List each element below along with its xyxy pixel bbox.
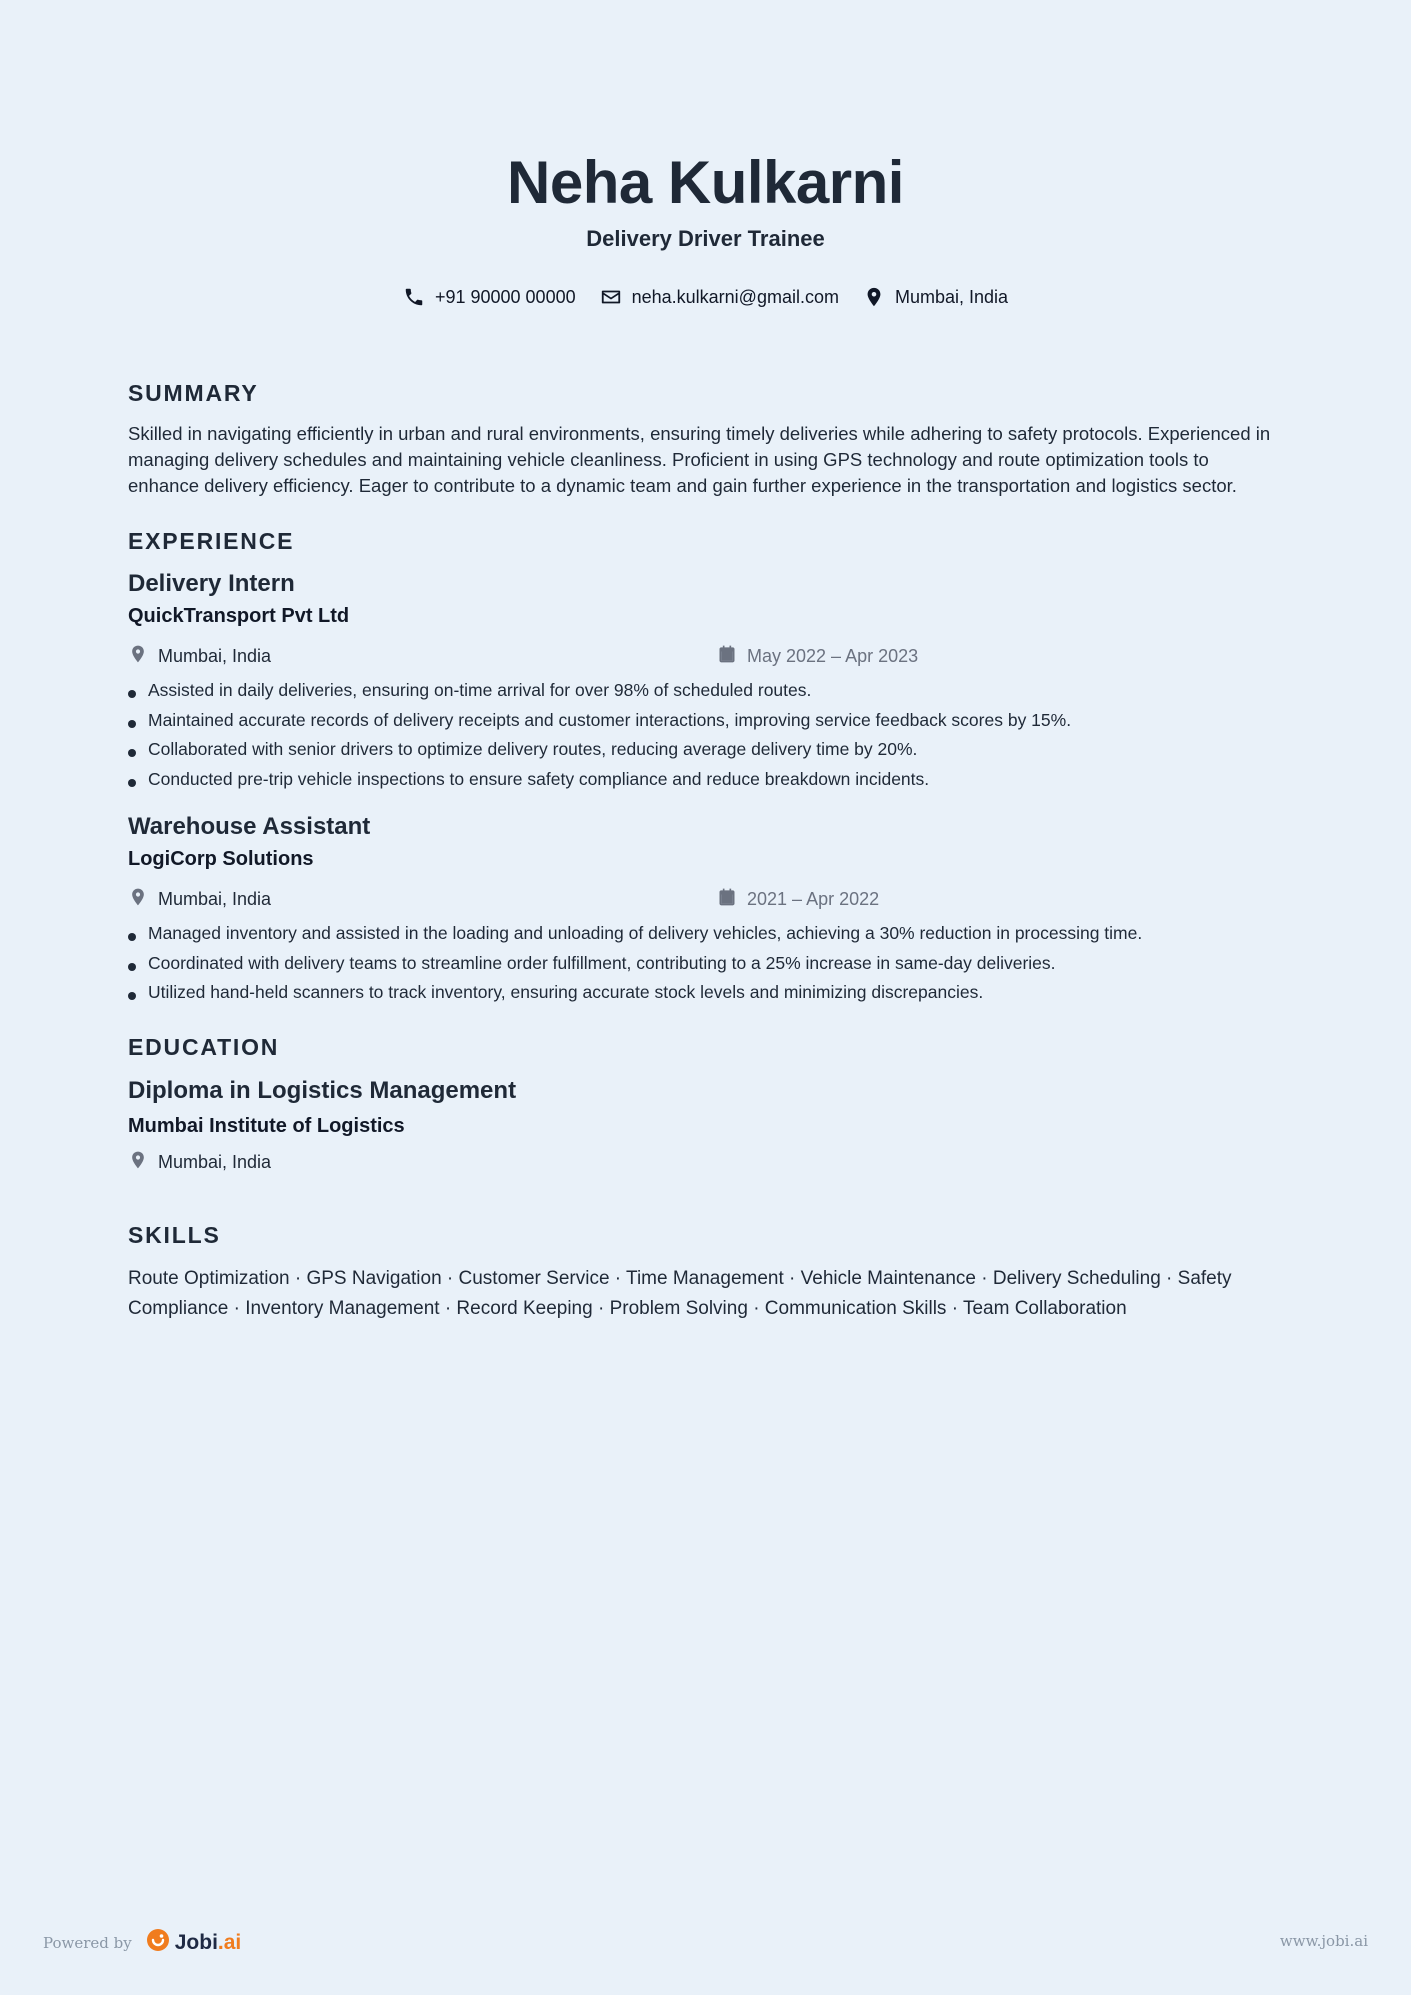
contact-email[interactable]	[600, 286, 839, 308]
job-title: Delivery Intern	[128, 570, 295, 597]
skills-heading: SKILLS	[128, 1222, 221, 1248]
footer-powered-by[interactable]	[43, 1928, 241, 1957]
job-bullets	[128, 676, 1283, 794]
job-dates	[717, 644, 918, 669]
list-item: Coordinated with delivery teams to streamline order fulfillment, contributing to a 25% increase in same-day deliveries.	[128, 949, 1283, 979]
job-location	[128, 887, 271, 912]
list-item: Managed inventory and assisted in the loading and unloading of delivery vehicles, achieving a 30% reduction in processing time.	[128, 919, 1283, 949]
footer-url[interactable]: www.jobi.ai	[1279, 1932, 1368, 1950]
phone-text: +91 90000 00000	[434, 286, 576, 307]
map-pin-icon	[128, 887, 148, 912]
map-pin-icon	[863, 286, 885, 308]
location-text: Mumbai, India	[894, 286, 1009, 307]
map-pin-icon	[128, 1150, 148, 1175]
job-dates-text: May 2022 – Apr 2023	[747, 646, 919, 666]
mail-icon	[600, 286, 622, 308]
list-item: Collaborated with senior drivers to optimize delivery routes, reducing average delivery time by 20%.	[128, 735, 1283, 765]
job-location-text: Mumbai, India	[158, 889, 272, 909]
calendar-icon	[717, 644, 737, 669]
education-meta	[128, 1150, 1283, 1174]
experience-heading: EXPERIENCE	[128, 528, 295, 554]
education-location-text: Mumbai, India	[158, 1152, 272, 1172]
list-item: Maintained accurate records of delivery receipts and customer interactions, improving service feedback scores by 15%.	[128, 706, 1283, 736]
summary-text: Skilled in navigating efficiently in urban and rural environments, ensuring timely deliveries while adhering to safety protocols. Experienced in managing delivery schedules and maintaining vehicle cleanliness. Proficient in using GPS technology and route optimization tools to enhance delivery efficiency. Eager to contribute to a dynamic team and gain further experience in the transportation and logistics sector.	[128, 423, 1271, 496]
education-degree: Diploma in Logistics Management	[128, 1077, 517, 1104]
list-item: Assisted in daily deliveries, ensuring on-time arrival for over 98% of scheduled routes.	[128, 676, 1283, 706]
job-meta	[128, 887, 1283, 911]
jobi-logo	[146, 1928, 242, 1957]
job-location-text: Mumbai, India	[158, 646, 272, 666]
job-dates-text: 2021 – Apr 2022	[747, 889, 880, 909]
email-text: neha.kulkarni@gmail.com	[631, 286, 839, 307]
contact-phone[interactable]	[403, 286, 576, 308]
powered-by-label: Powered by	[43, 1933, 132, 1952]
phone-icon	[403, 286, 425, 308]
job-dates	[717, 887, 879, 912]
job-title: Warehouse Assistant	[128, 813, 371, 840]
jobi-logo-text: Jobi.ai	[174, 1930, 242, 1954]
skills-text: Route Optimization · GPS Navigation · Customer Service · Time Management · Vehicle Maintenance · Delivery Scheduling · Safety Compliance · Inventory Management · Record Keeping · Problem Solving · Communication Skills · Team Collaboration	[128, 1268, 1232, 1319]
jobi-logo-icon	[146, 1928, 170, 1957]
job-location	[128, 644, 271, 669]
contact-row	[128, 286, 1283, 308]
summary-heading: SUMMARY	[128, 380, 259, 406]
job-meta	[128, 644, 1283, 668]
candidate-title: Delivery Driver Trainee	[586, 226, 825, 251]
map-pin-icon	[128, 644, 148, 669]
list-item: Conducted pre-trip vehicle inspections to ensure safety compliance and reduce breakdown incidents.	[128, 765, 1283, 795]
education-heading: EDUCATION	[128, 1034, 280, 1060]
calendar-icon	[717, 887, 737, 912]
candidate-name: Neha Kulkarni	[507, 149, 904, 216]
job-company: QuickTransport Pvt Ltd	[128, 605, 350, 627]
education-location	[128, 1150, 271, 1175]
job-company: LogiCorp Solutions	[128, 848, 314, 870]
list-item: Utilized hand-held scanners to track inventory, ensuring accurate stock levels and minimizing discrepancies.	[128, 978, 1283, 1008]
contact-location	[863, 286, 1008, 308]
job-bullets	[128, 919, 1283, 1008]
education-school: Mumbai Institute of Logistics	[128, 1115, 405, 1137]
resume-page	[128, 0, 1283, 1995]
